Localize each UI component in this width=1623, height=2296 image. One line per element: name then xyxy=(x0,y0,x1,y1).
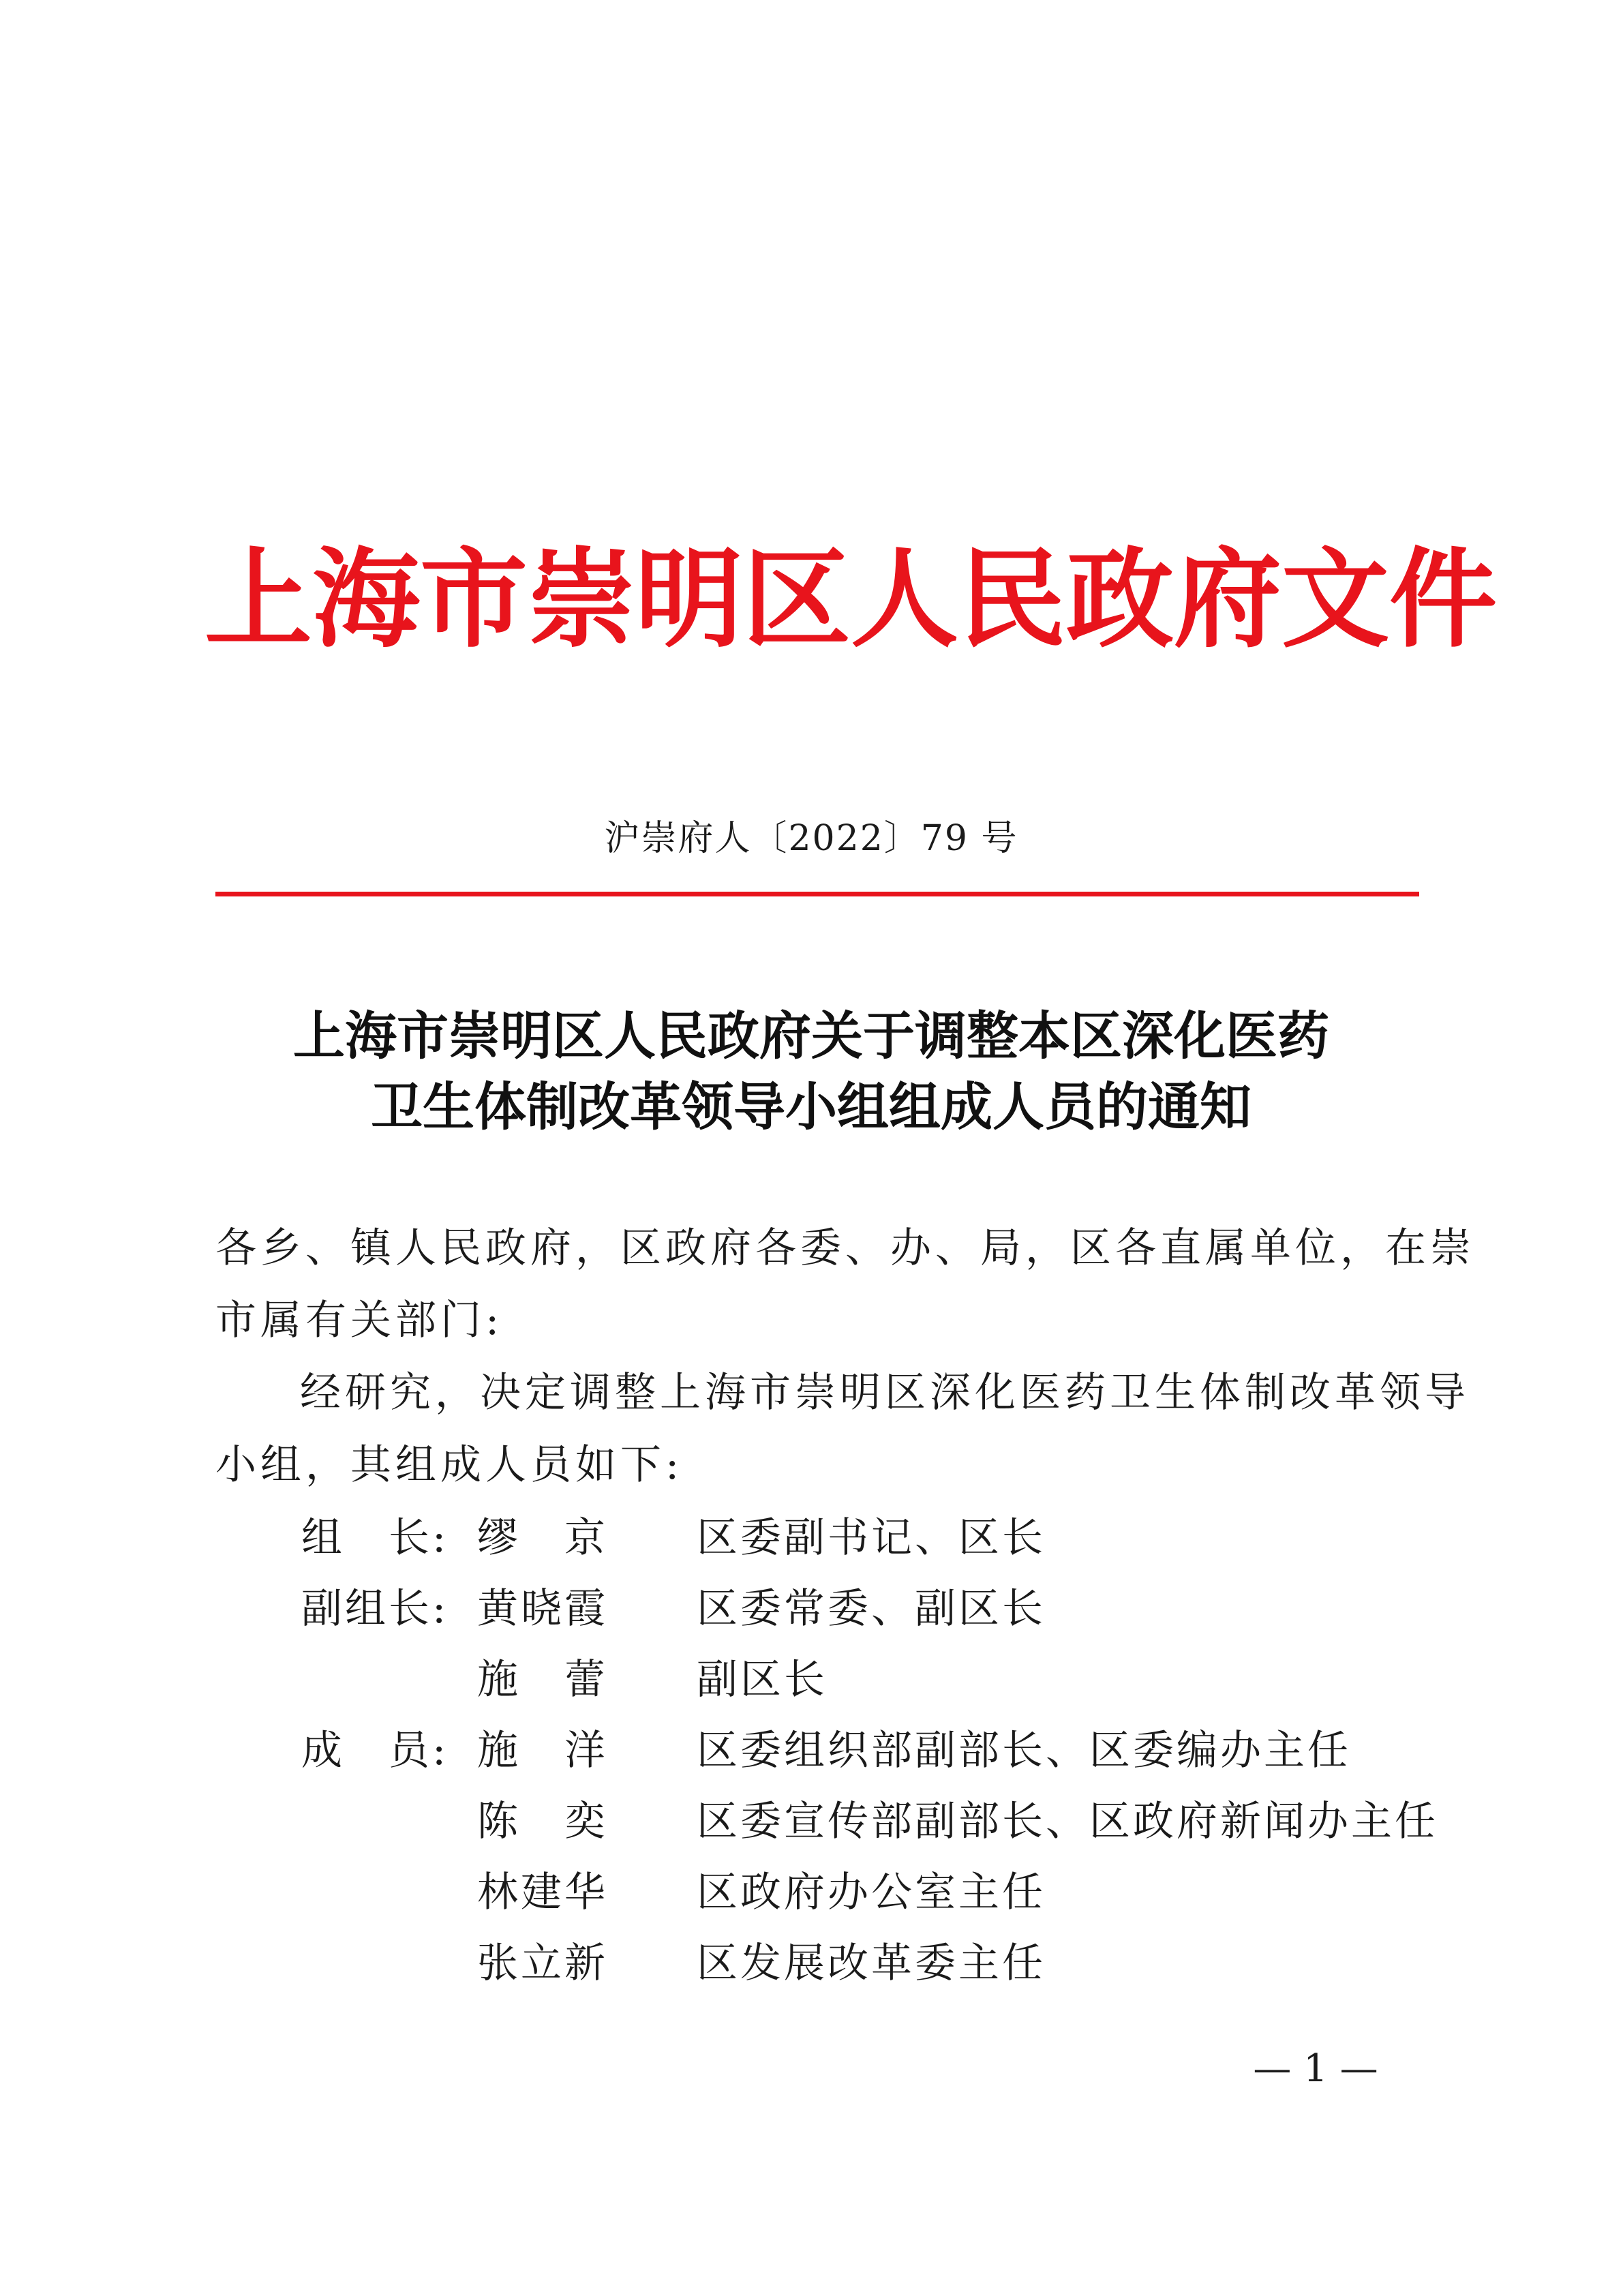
addressee-line: 各乡、镇人民政府，区政府各委、办、局，区各直属单位，在崇 xyxy=(215,1224,1475,1272)
member-name: 林建华 xyxy=(477,1869,608,1916)
red-divider-line xyxy=(215,892,1419,896)
member-name: 张立新 xyxy=(477,1939,608,1987)
member-position: 副区长 xyxy=(697,1656,828,1704)
document-title xyxy=(204,1001,1418,1143)
member-name: 黄晓霞 xyxy=(477,1585,608,1633)
member-position: 区委副书记、区长 xyxy=(697,1514,1046,1562)
member-position: 区委常委、副区长 xyxy=(697,1585,1046,1633)
member-position: 区委组织部副部长、区委编办主任 xyxy=(697,1727,1351,1774)
member-position: 区政府办公室主任 xyxy=(697,1869,1046,1916)
paragraph-line: 经研究，决定调整上海市崇明区深化医药卫生体制改革领导 xyxy=(300,1369,1470,1417)
title-line: 上海市崇明区人民政府关于调整本区深化医药 xyxy=(293,1006,1329,1066)
page-number: — 1 — xyxy=(1253,2046,1378,2091)
member-role: 成 员: xyxy=(301,1727,449,1774)
member-role: 副组长: xyxy=(301,1585,449,1633)
member-role: 组 长: xyxy=(301,1514,449,1562)
document-number: 沪崇府人〔2022〕79 号 xyxy=(604,818,1018,859)
addressee-line: 市属有关部门: xyxy=(215,1297,504,1344)
paragraph-line: 小组，其组成人员如下: xyxy=(215,1441,684,1489)
member-name: 施 洋 xyxy=(477,1727,608,1774)
addressee xyxy=(215,1212,1475,1357)
issuer-title: 上海市崇明区人民政府文件 xyxy=(204,537,1497,663)
title-line: 卫生体制改革领导小组组成人员的通知 xyxy=(371,1076,1252,1137)
member-name: 缪 京 xyxy=(477,1514,608,1562)
member-position: 区委宣传部副部长、区政府新闻办主任 xyxy=(697,1798,1438,1845)
member-position: 区发展改革委主任 xyxy=(697,1939,1046,1987)
member-name: 陈 奕 xyxy=(477,1798,608,1845)
member-name: 施 蕾 xyxy=(477,1656,608,1704)
body-paragraph xyxy=(215,1357,1470,1501)
